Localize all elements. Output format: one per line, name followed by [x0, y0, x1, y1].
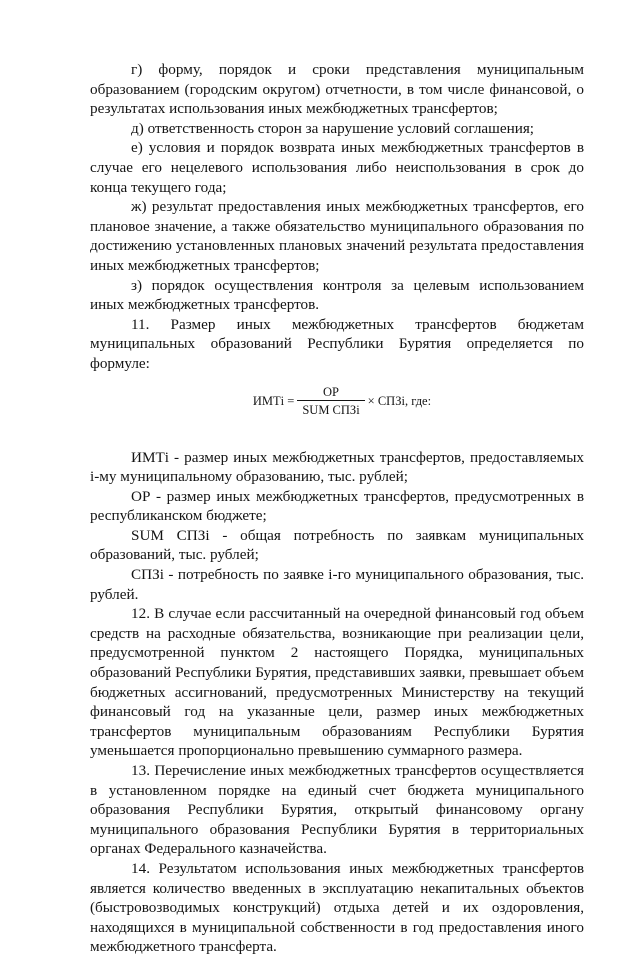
formula-lhs: ИМТi =: [252, 393, 295, 408]
paragraph-11: 11. Размер иных межбюджетных трансфертов бюджетам муниципальных образований Республики Бурятия определяется по формуле:: [90, 315, 584, 372]
paragraph-g: г) форму, порядок и сроки представления муниципальным образованием (городским округом) отчетности, в том числе финансовой, о результатах использования иных межбюджетных трансфертов;: [90, 61, 584, 118]
document-text-bottom: [90, 448, 584, 957]
definition-imti: ИМТi - размер иных межбюджетных трансфертов, предоставляемых i-му муниципальному образованию, тыс. рублей;: [90, 448, 584, 486]
paragraph-d: д) ответственность сторон за нарушение условий соглашения;: [131, 119, 535, 137]
formula-numerator: ОР: [323, 384, 339, 399]
document-text-top: [90, 60, 584, 374]
paragraph-13: 13. Перечисление иных межбюджетных трансфертов осуществляется в установленном порядке на единый счет бюджета муниципального образования Республики Бурятия, открытый финансовому органу муниципального образования Республики Бурятия в территориальных органах Федерального казначейства.: [90, 762, 584, 858]
paragraph-14: 14. Результатом использования иных межбюджетных трансфертов является количество введенных в эксплуатацию некапитальных объектов (быстровозводимых конструкций) отдыха детей и их оздоровления, находящихся в муниципальной собственности в год предоставления иного межбюджетного трансферта.: [90, 859, 584, 956]
definition-sum-spzi: SUM СПЗi - общая потребность по заявкам муниципальных образований, тыс. рублей;: [90, 526, 584, 564]
paragraph-e: е) условия и порядок возврата иных межбюджетных трансфертов в случае его нецелевого использования либо неиспользования в срок до конца текущего года;: [90, 139, 584, 196]
definition-spzi: СПЗi - потребность по заявке i-го муниципального образования, тыс. рублей.: [90, 566, 584, 603]
paragraph-zh: ж) результат предоставления иных межбюджетных трансфертов, его плановое значение, а также обязательство муниципального образования по достижению установленных плановых значений результата предоставления иных межбюджетных трансфертов;: [90, 198, 584, 274]
formula-rhs: × СПЗi, где:: [367, 393, 432, 408]
paragraph-z: з) порядок осуществления контроля за целевым использованием иных межбюджетных трансфертов.: [90, 276, 584, 314]
formula-denominator: SUM СПЗi: [297, 400, 364, 417]
formula: [90, 377, 584, 425]
definition-op: ОР - размер иных межбюджетных трансфертов, предусмотренных в республиканском бюджете;: [90, 487, 584, 525]
formula-fraction: [297, 385, 364, 417]
paragraph-12: 12. В случае если рассчитанный на очередной финансовый год объем средств на расходные обязательства, возникающие при реализации цели, предусмотренной пунктом 2 настоящего Порядка, муниципальных образований Республики Бурятия, представивших заявки, превышает объем бюджетных ассигнований, предусмотренных Министерству на текущий финансовый год на указанные цели, размер иных межбюджетных трансфертов муниципальным образованиям Республики Бурятия уменьшается пропорционально превышению суммарного размера.: [90, 605, 584, 760]
